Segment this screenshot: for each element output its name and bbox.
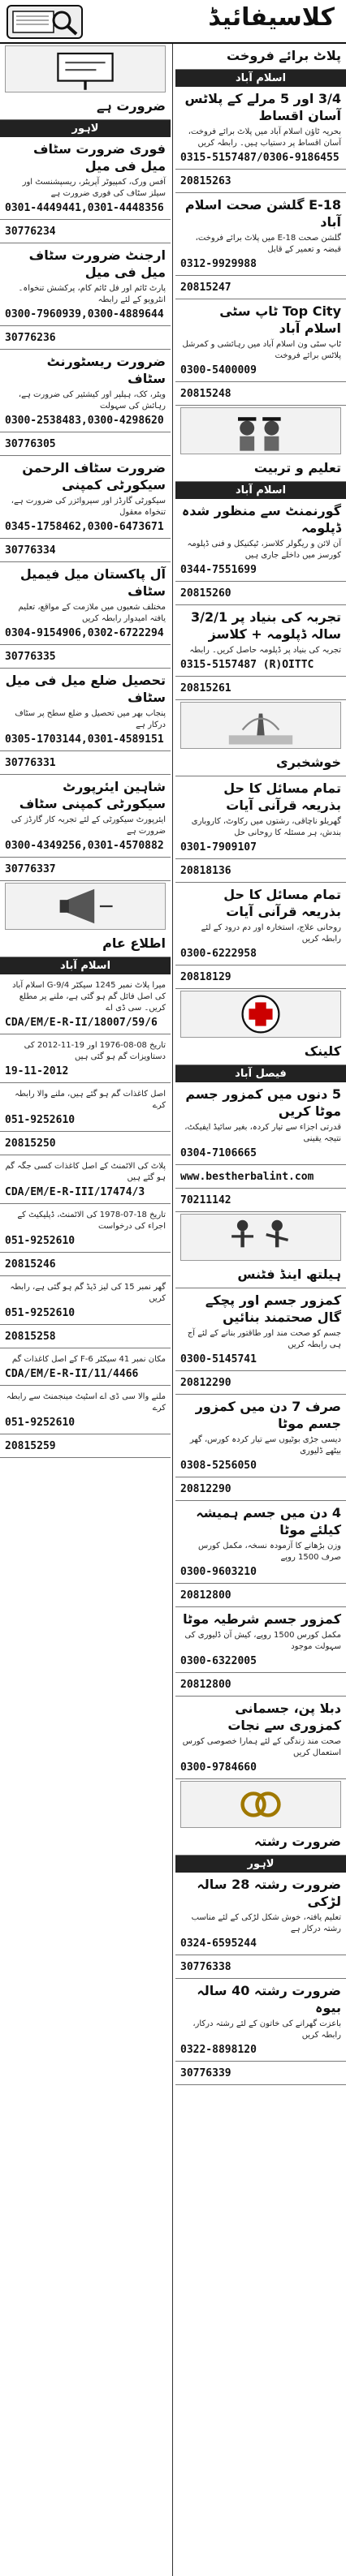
ad-headline: 5 دنوں میں کمزور جسم موٹا کریں [185, 1086, 341, 1119]
classified-ad [175, 776, 346, 859]
masthead [0, 0, 346, 44]
ad-headline: تحصیل ضلع میل فی میل سٹاف [5, 673, 166, 705]
ad-headline: ضرورت ریسٹورنٹ سٹاف [46, 354, 166, 386]
ad-contact: 30776234 [5, 226, 56, 238]
ad-headline: 4 دن میں جسم ہمیشہ کیلئے موٹا [196, 1505, 341, 1537]
ad-headline: E-18 گلشن صحت اسلام آباد [184, 197, 341, 230]
page-title: کلاسیفائیڈ [208, 3, 335, 32]
ad-body: مختلف شعبوں میں ملازمت کے مواقع، تعلیم یافتہ امیدوار رابطہ کریں [18, 603, 166, 623]
ad-headline: کمزور جسم شرطیہ موٹا [183, 1611, 341, 1627]
clinic-cross-icon [180, 991, 341, 1038]
classified-ad [175, 1189, 346, 1212]
columns [0, 44, 346, 2576]
ad-body: تاریخ 08-08-1976 اور 19-11-2012 کی دستاویزات گم ہو گئی ہیں [24, 1041, 166, 1061]
ad-contact: 20812290 [180, 1483, 231, 1495]
ad-body: گلشن صحت E-18 میں پلاٹ برائے فروخت، قبضہ و تعمیر کے قابل [195, 234, 341, 254]
ad-contact: 0300-4349256,0301-4570882 [5, 840, 164, 852]
ad-headline: ضرورت سٹاف الرحمن سیکورٹی کمپنی [22, 460, 166, 492]
ad-body: آفس ورک، کمپیوٹر آپریٹر، ریسپشنسٹ اور سیلز سٹاف کی فوری ضرورت ہے [22, 178, 166, 198]
ad-contact: 0305-1703144,0301-4589151 [5, 733, 164, 746]
classified-ad [0, 645, 171, 669]
ad-body: ٹاپ سٹی ون اسلام آباد میں رہائشی و کمرشل پلاٹس برائے فروخت [182, 340, 341, 360]
ad-body: وزن بڑھانے کا آزمودہ نسخہ، مکمل کورس صرف 1500 روپے [197, 1542, 341, 1562]
classified-ad [0, 1253, 171, 1276]
ad-contact: 20815250 [5, 1137, 56, 1150]
ad-body: میرا پلاٹ نمبر 1245 سیکٹر G-9/4 اسلام آباد کی اصل فائل گم ہو گئی ہے، ملنے پر مطلع کریں۔ سی ڈی اے [12, 981, 166, 1013]
ad-contact: 0301-7909107 [180, 841, 257, 854]
ad-headline: تعلیم و تربیت [253, 460, 341, 475]
classified-ad [0, 1204, 171, 1253]
ad-body: دیسی جڑی بوٹیوں سے تیار کردہ کورس، گھر بیٹھے ڈلیوری [189, 1435, 341, 1456]
ad-contact: 051-9252610 [5, 1417, 76, 1429]
ad-headline: پلاٹ برائے فروخت [226, 48, 341, 63]
ad-body: گھر نمبر 15 کی لیز ڈیڈ گم ہو گئی ہے، رابطہ کریں [10, 1283, 166, 1303]
ad-headline: Top City ٹاپ سٹی اسلام آباد [219, 303, 341, 336]
ad-contact: 30776337 [5, 863, 56, 875]
ad-contact: 20815248 [180, 388, 231, 400]
magnifier-newspaper-icon [6, 5, 83, 39]
classified-ad [0, 243, 171, 326]
ad-contact: 30776338 [180, 1961, 231, 1973]
classified-ad [175, 299, 346, 382]
ad-contact: 20812800 [180, 1589, 231, 1602]
ad-body: پلاٹ کی الاٹمنٹ کے اصل کاغذات کسی جگہ گم ہو گئے ہیں [5, 1162, 166, 1182]
ad-contact: 0300-6222958 [180, 948, 257, 960]
right-column [175, 44, 346, 2576]
classified-ad [175, 883, 346, 965]
ad-headline: ضرورت رشتہ [253, 1834, 341, 1849]
ad-contact: www.bestherbalint.com [180, 1171, 314, 1183]
classified-ad [175, 276, 346, 299]
classified-ad [175, 499, 346, 582]
classified-ad [175, 677, 346, 700]
classified-ad [0, 350, 171, 432]
classified-ad [175, 1584, 346, 1607]
ad-contact: 20815263 [180, 175, 231, 187]
ad-contact: 20815258 [5, 1331, 56, 1343]
ad-contact: 20815247 [180, 282, 231, 294]
ad-contact: 20815261 [180, 682, 231, 695]
classified-ad [0, 539, 171, 562]
megaphone-icon [5, 883, 166, 930]
classified-ad [0, 1155, 171, 1204]
ad-contact: 0304-7106665 [180, 1147, 257, 1159]
help-wanted-icon [5, 45, 166, 92]
ad-contact: 0300-9784660 [180, 1761, 257, 1774]
city-band: لاہور [175, 1856, 346, 1873]
classified-ad [175, 1395, 346, 1477]
ad-contact: 30776331 [5, 757, 56, 769]
ad-contact: 19-11-2012 [5, 1065, 69, 1077]
ad-headline: ہیلتھ اینڈ فٹنس [237, 1266, 341, 1282]
ad-headline: صرف 7 دن میں کمزور جسم موٹا [195, 1399, 341, 1431]
ad-contact: 20815246 [5, 1258, 56, 1271]
ad-body: صحت مند زندگی کے لئے ہمارا خصوصی کورس استعمال کریں [182, 1737, 341, 1757]
ad-body: جسم کو صحت مند اور طاقتور بنانے کے لئے آج ہی رابطہ کریں [187, 1329, 341, 1349]
ad-headline: خوشخبری [276, 755, 341, 770]
ad-headline: 3/4 اور 5 مرلے کے پلاٹس آسان اقساط [184, 91, 341, 123]
graduate-students-icon [180, 407, 341, 454]
ad-body: روحانی علاج، استخارہ اور دم درود کے لئے رابطہ کریں [201, 923, 341, 944]
ad-contact: 30776236 [5, 332, 56, 344]
ad-body: ویٹر، کک، ہیلپر اور کیشئیر کی ضرورت ہے، رہائش کی سہولت [18, 390, 166, 411]
section-heading [0, 931, 171, 957]
ad-contact: 20812800 [180, 1679, 231, 1691]
ad-contact: 0324-6595244 [180, 1937, 257, 1950]
classified-ad [175, 859, 346, 883]
ad-body: اصل کاغذات گم ہو گئے ہیں، ملنے والا رابطہ کرے [15, 1090, 166, 1110]
ad-headline: تجربہ کی بنیاد پر 3/2/1 سالہ ڈپلومہ + کلاسز [191, 609, 341, 642]
classified-ad [175, 193, 346, 276]
classified-ad [175, 2062, 346, 2085]
classified-ad [175, 170, 346, 193]
classified-ad [175, 1873, 346, 1955]
section-heading [175, 1262, 346, 1288]
ad-body: پنجاب بھر میں تحصیل و ضلع سطح پر سٹاف درکار ہے [15, 709, 166, 729]
classified-ad [0, 220, 171, 243]
ad-contact: 20815260 [180, 587, 231, 600]
ad-contact: 0300-7960939,0300-4889644 [5, 308, 164, 320]
left-column [0, 44, 171, 2576]
section-heading [175, 1039, 346, 1065]
classified-ad [175, 1501, 346, 1584]
ad-headline: شاہین ایئرپورٹ سیکورٹی کمپنی سٹاف [19, 779, 166, 811]
classified-ad [175, 87, 346, 170]
ad-body: ایئرپورٹ سیکورٹی کے لئے تجربہ کار گارڈز کی ضرورت ہے [11, 815, 166, 836]
ad-body: گھریلو ناچاقی، رشتوں میں رکاوٹ، کاروباری بندش، ہر مسئلہ کا روحانی حل [191, 817, 341, 837]
ad-contact: 30776339 [180, 2067, 231, 2079]
classified-ad [175, 582, 346, 605]
classified-ad [175, 605, 346, 677]
ad-body: مکمل کورس 1500 روپے، کیش آن ڈلیوری کی سہولت موجود [184, 1631, 341, 1651]
ad-headline: تمام مسائل کا حل بذریعہ قرآنی آیات [223, 781, 341, 813]
ad-contact: 051-9252610 [5, 1114, 76, 1126]
city-band: فیصل آباد [175, 1065, 346, 1082]
city-band: اسلام آباد [175, 482, 346, 499]
ad-contact: 0300-5400009 [180, 364, 257, 376]
ad-headline: تمام مسائل کا حل بذریعہ قرآنی آیات [223, 887, 341, 919]
classified-ad [0, 775, 171, 858]
ad-contact: 20818136 [180, 865, 231, 877]
classified-ad [0, 1434, 171, 1458]
city-band: اسلام آباد [0, 957, 171, 974]
classified-ad [0, 456, 171, 539]
classified-ad [175, 1673, 346, 1697]
classified-ad [0, 432, 171, 456]
ad-headline: ضرورت رشتہ 28 سالہ لڑکی [197, 1877, 341, 1909]
ad-contact: 30776305 [5, 438, 56, 450]
classified-ad [175, 1955, 346, 1979]
classified-ad [0, 1083, 171, 1132]
classified-ad [175, 1607, 346, 1673]
ad-body: تجربہ کی بنیاد پر ڈپلومہ حاصل کریں۔ رابطہ [189, 646, 341, 655]
classified-ad [0, 1132, 171, 1155]
ad-headline: ضرورت ہے [97, 98, 166, 114]
classified-ad [175, 1371, 346, 1395]
ad-headline: دبلا پن، جسمانی کمزوری سے نجات [227, 1701, 341, 1733]
couple-rings-icon [180, 1781, 341, 1828]
classified-ad [0, 1386, 171, 1434]
ad-body: قدرتی اجزاء سے تیار کردہ، بغیر سائیڈ ایفیکٹ، نتیجہ یقینی [184, 1123, 341, 1143]
ad-contact: 0300-5145741 [180, 1353, 257, 1365]
ad-headline: کلینک [304, 1043, 341, 1059]
ad-contact: 0300-6322005 [180, 1655, 257, 1667]
city-band: لاہور [0, 120, 171, 137]
ad-body: پارٹ ٹائم اور فل ٹائم کام، پرکشش تنخواہ۔ انٹرویو کے لئے رابطہ [18, 284, 166, 304]
classified-ad [175, 1288, 346, 1371]
ad-contact: CDA/EM/E-R-II/11/4466 [5, 1368, 139, 1380]
classified-ad [0, 1276, 171, 1325]
ad-headline: ارجنٹ ضرورت سٹاف میل فی میل [28, 247, 166, 280]
ad-headline: کمزور جسم اور پچکے گال صحتمند بنائیں [205, 1292, 341, 1325]
section-heading [0, 94, 171, 120]
classified-ad [0, 974, 171, 1034]
city-band: اسلام آباد [175, 70, 346, 87]
ad-body: باعزت گھرانے کی خاتون کے لئے رشتہ درکار، رابطہ کریں [192, 2019, 341, 2040]
classified-ad [175, 1477, 346, 1501]
ad-body: بحریہ ٹاؤن اسلام آباد میں پلاٹ برائے فروخت، آسان اقساط پر دستیاب ہیں۔ رابطہ کریں [188, 127, 341, 148]
ad-contact: 20818129 [180, 971, 231, 983]
section-heading [175, 456, 346, 482]
classified-ad [175, 965, 346, 989]
ad-body: مکان نمبر 41 سیکٹر F-6 کے اصل کاغذات گم [11, 1355, 166, 1364]
ad-contact: 70211142 [180, 1194, 231, 1206]
classified-ad [0, 858, 171, 881]
ad-contact: 30776335 [5, 651, 56, 663]
ad-contact: 30776334 [5, 544, 56, 557]
ad-body: سیکورٹی گارڈز اور سپروائزر کی ضرورت ہے، تنخواہ معقول [11, 497, 166, 517]
ad-contact: 0300-9603210 [180, 1566, 257, 1578]
ad-contact: 20812290 [180, 1377, 231, 1389]
section-heading [175, 1830, 346, 1856]
classified-ad [0, 751, 171, 775]
ad-contact: 0322-8898120 [180, 2044, 257, 2056]
classified-ad [175, 1697, 346, 1779]
ad-body: آن لائن و ریگولر کلاسز، ٹیکنیکل و فنی ڈپلومہ کورسز میں داخلے جاری ہیں [187, 540, 341, 560]
classified-ad [0, 562, 171, 645]
ad-body: تعلیم یافتہ، خوش شکل لڑکی کے لئے مناسب رشتہ درکار ہے [191, 1913, 341, 1933]
ad-contact: 0308-5256050 [180, 1460, 257, 1472]
classified-ad [175, 1979, 346, 2062]
classified-ad [0, 669, 171, 751]
classified-ad [0, 1034, 171, 1083]
ad-headline: ضرورت رشتہ 40 سالہ بیوہ [197, 1983, 341, 2015]
ad-headline: اطلاع عام [102, 935, 166, 951]
classified-ad [0, 137, 171, 220]
ad-headline: گورنمنٹ سے منظور شدہ ڈپلومہ [181, 503, 341, 535]
ad-contact: 0312-9929988 [180, 258, 257, 270]
classified-ad [0, 1348, 171, 1386]
section-heading [175, 750, 346, 776]
ad-contact: CDA/EM/E-R-II/18007/59/6 [5, 1017, 158, 1029]
ad-headline: آل پاکستان میل فیمیل سٹاف [19, 566, 166, 599]
ad-contact: 0344-7551699 [180, 564, 257, 576]
ad-headline: فوری ضرورت سٹاف میل فی میل [32, 141, 166, 174]
ad-contact: 20815259 [5, 1440, 56, 1452]
fitness-people-icon [180, 1214, 341, 1261]
ad-body: تاریخ 18-07-1978 کی الاٹمنٹ، ڈپلیکیٹ کے اجراء کی درخواست [17, 1211, 166, 1231]
ad-contact: 051-9252610 [5, 1235, 76, 1247]
ad-contact: 0301-4449441,0301-4448356 [5, 202, 164, 214]
ad-contact: CDA/EM/E-R-III/17474/3 [5, 1186, 145, 1198]
prayer-hands-icon [180, 702, 341, 749]
ad-contact: 051-9252610 [5, 1307, 76, 1319]
ad-contact: 0345-1758462,0300-6473671 [5, 521, 164, 533]
ad-body: ملنے والا سی ڈی اے اسٹیٹ مینجمنٹ سے رابطہ کرے [6, 1392, 166, 1413]
classified-ad [175, 1165, 346, 1189]
ad-contact: 0315-5157487/0306-9186455 [180, 152, 340, 164]
section-heading [175, 44, 346, 70]
ad-contact: 0315-5157487 (R)OITTC [180, 659, 314, 671]
ad-contact: 0300-2538483,0300-4298620 [5, 415, 164, 427]
classified-ad [0, 326, 171, 350]
classified-ad [175, 1082, 346, 1165]
ad-contact: 0304-9154906,0302-6722294 [5, 627, 164, 639]
classified-ad [175, 382, 346, 406]
classified-ad [0, 1325, 171, 1348]
